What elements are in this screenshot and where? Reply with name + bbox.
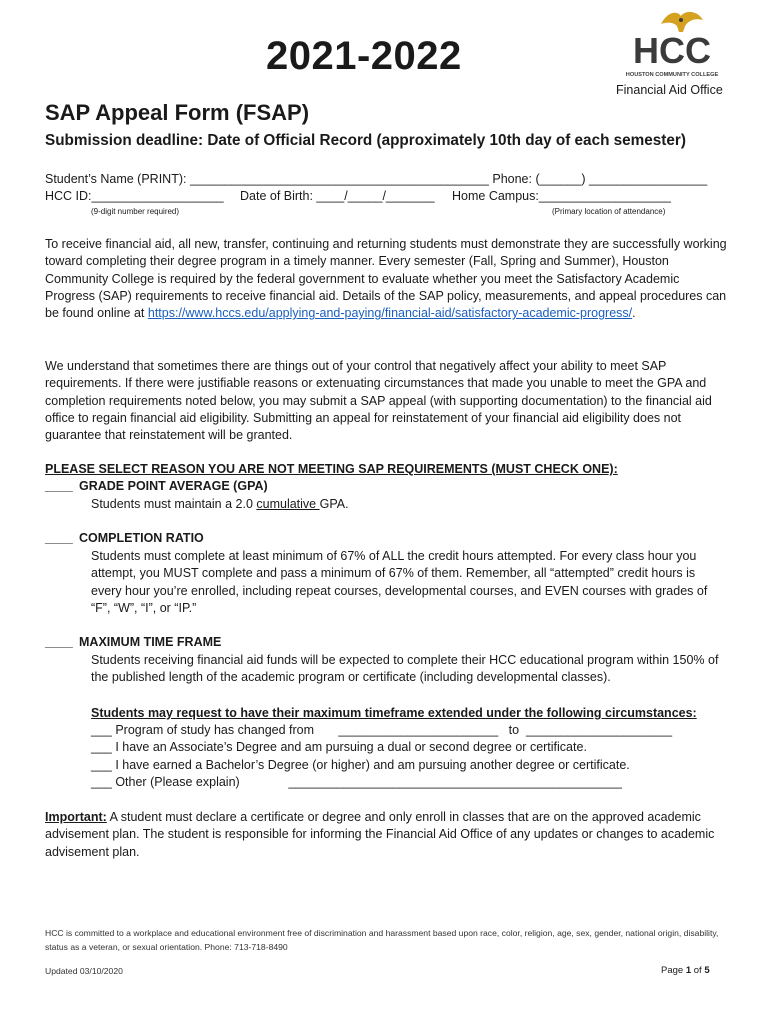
reason-heading: PLEASE SELECT REASON YOU ARE NOT MEETING SAP REQUIREMENTS (MUST CHECK ONE):: [45, 462, 618, 476]
hawk-logo-icon: [617, 8, 727, 80]
completion-checkbox-blank[interactable]: ____: [45, 531, 73, 545]
extension-heading: Students may request to have their maximum timeframe extended under the following circumstances:: [91, 706, 697, 720]
logo-subtext: HOUSTON COMMUNITY COLLEGE: [625, 72, 719, 78]
timeframe-option-title: MAXIMUM TIME FRAME: [79, 635, 222, 649]
timeframe-option-desc: Students receiving financial aid funds will be expected to complete their HCC educational program within 150% of the published length of the academic program or certificate (including developmental classes).: [91, 653, 719, 685]
logo-wordmark: HCC: [633, 30, 711, 71]
timeframe-checkbox-blank[interactable]: ____: [45, 635, 73, 649]
updated-date: Updated 03/10/2020: [45, 966, 123, 976]
important-label: Important:: [45, 810, 107, 824]
gpa-option-title: GRADE POINT AVERAGE (GPA): [79, 479, 268, 493]
office-label: Financial Aid Office: [616, 83, 723, 97]
gpa-checkbox-blank[interactable]: ____: [45, 479, 73, 493]
sap-policy-link[interactable]: https://www.hccs.edu/applying-and-paying/financial-aid/satisfactory-academic-progress/: [147, 306, 633, 321]
hcc-logo: [617, 8, 727, 80]
important-note: Important: A student must declare a certificate or degree and only enroll in classes that are on the approved academic advisement plan. The student is responsible for informing the Financial Aid Office of any updates or changes to academic advisement plan.: [45, 810, 715, 859]
date-of-birth-field[interactable]: Date of Birth: ____/_____/_______: [240, 189, 435, 203]
gpa-option-desc: Students must maintain a 2.0 cumulative GPA.: [91, 497, 349, 511]
extension-item-program-change[interactable]: ___ Program of study has changed from _______________________ to _____________________: [91, 723, 673, 737]
extension-item-other[interactable]: ___ Other (Please explain) ________________________________________________: [91, 775, 623, 789]
form-title: SAP Appeal Form (FSAP): [45, 100, 310, 125]
extension-item-bachelors[interactable]: ___ I have earned a Bachelor’s Degree (or higher) and am pursuing another degree or certificate.: [91, 758, 630, 772]
home-campus-hint: (Primary location of attendance): [552, 207, 666, 216]
intro-paragraph: To receive financial aid, all new, transfer, continuing and returning students must demonstrate they are successfully working toward completing their degree program in a timely manner. Every semester (Fall, Spring and Summer), Houston Community College is required by the federal government to evaluate whether you meet the Satisfactory Academic Progress (SAP) requirements to receive financial aid. Details of the SAP policy, measurements, and appeal procedures can be found online at https://www.hccs.edu/applying-and-paying/financial-aid/satisfactory-academic-progress/.: [45, 237, 727, 321]
appeal-paragraph: We understand that sometimes there are things out of your control that negatively affect your ability to meet SAP requirements. If there were justifiable reasons or extenuating circumstances that made you unable to meet the GPA and completion requirements noted below, you may submit a SAP appeal (with supporting documentation) to the financial aid office to regain financial aid eligibility. Submitting an appeal for reinstatement of your financial aid eligibility does not guarantee that reinstatement will be granted.: [45, 359, 712, 443]
page-number: Page 1 of 5: [661, 965, 710, 976]
completion-option-desc: Students must complete at least minimum of 67% of ALL the credit hours attempted. For every class hour you attempt, you MUST complete and pass a minimum of 67% of them. Remember, all “attempted” credit hours is every hour you’re enrolled, including repeat courses, developmental courses, and EVEN courses with grades of “F”, “W”, “I”, or “IP.”: [91, 549, 708, 615]
hcc-id-hint: (9-digit number required): [91, 207, 180, 216]
home-campus-field[interactable]: Home Campus:___________________: [452, 189, 671, 203]
completion-option-title: COMPLETION RATIO: [79, 531, 204, 545]
student-name-phone-field[interactable]: Student’s Name (PRINT): ___________________________________________ Phone: (______) _________________: [45, 172, 708, 186]
nondiscrimination-note: HCC is committed to a workplace and educational environment free of discrimination and harassment based upon race, color, religion, age, sex, gender, national origin, disability, status as a veteran, or sexual orientation. Phone: 713-718-8490: [45, 928, 719, 952]
extension-item-associates[interactable]: ___ I have an Associate’s Degree and am pursuing a dual or second degree or certificate.: [91, 740, 587, 754]
academic-year: 2021-2022: [266, 34, 462, 78]
hcc-id-field[interactable]: HCC ID:___________________: [45, 189, 224, 203]
submission-deadline: Submission deadline: Date of Official Record (approximately 10th day of each semester): [45, 132, 686, 149]
